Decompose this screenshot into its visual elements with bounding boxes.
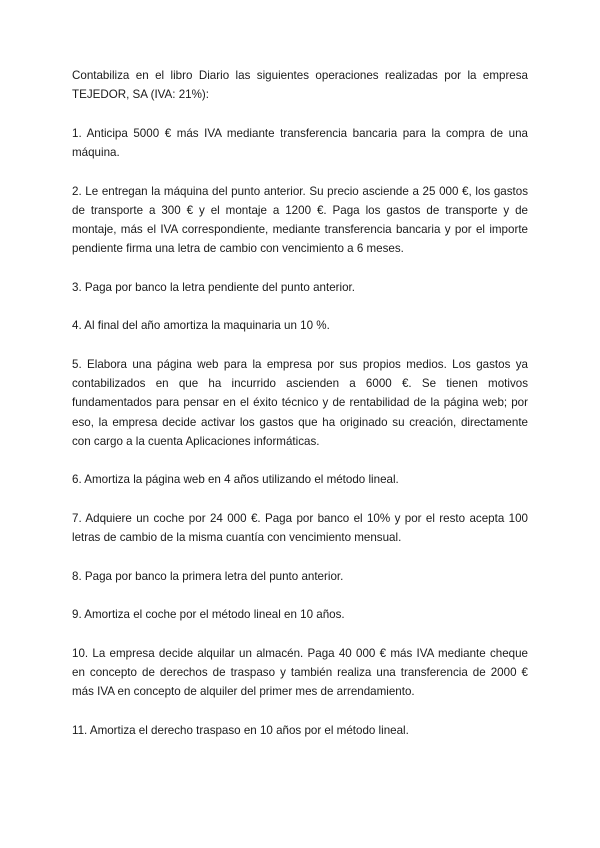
operation-8: 8. Paga por banco la primera letra del punto anterior. — [72, 569, 344, 583]
operation-5: 5. Elabora una página web para la empresa por sus propios medios. Los gastos ya contabilizados en que ha incurrido ascienden a 6000 €. Se tienen motivos fundamentados para pensar en el éxito técnico y de rentabilidad de la página web; por eso, la empresa decide activar los gastos que ha originado su creación, directamente con cargo a la cuenta Aplicaciones informáticas. — [72, 357, 528, 448]
operation-4: 4. Al final del año amortiza la maquinaria un 10 %. — [72, 319, 330, 333]
operation-6: 6. Amortiza la página web en 4 años utilizando el método lineal. — [72, 473, 399, 487]
intro-paragraph: Contabiliza en el libro Diario las siguientes operaciones realizadas por la empresa TEJEDOR, SA (IVA: 21%): — [72, 69, 528, 102]
operation-3: 3. Paga por banco la letra pendiente del punto anterior. — [72, 280, 355, 294]
document-page — [72, 66, 528, 740]
operation-1: 1. Anticipa 5000 € más IVA mediante transferencia bancaria para la compra de una máquina. — [72, 126, 528, 159]
operation-11: 11. Amortiza el derecho traspaso en 10 años por el método lineal. — [72, 723, 409, 737]
operation-9: 9. Amortiza el coche por el método lineal en 10 años. — [72, 608, 345, 622]
operation-10: 10. La empresa decide alquilar un almacén. Paga 40 000 € más IVA mediante cheque en concepto de derechos de traspaso y también realiza una transferencia de 2000 € más IVA en concepto de alquiler del primer mes de arrendamiento. — [72, 646, 528, 699]
operation-2: 2. Le entregan la máquina del punto anterior. Su precio asciende a 25 000 €, los gastos de transporte a 300 € y el montaje a 1200 €. Paga los gastos de transporte y de montaje, más el IVA correspondiente, mediante transferencia bancaria y por el importe pendiente firma una letra de cambio con vencimiento a 6 meses. — [72, 184, 528, 256]
operation-7: 7. Adquiere un coche por 24 000 €. Paga por banco el 10% y por el resto acepta 100 letras de cambio de la misma cuantía con vencimiento mensual. — [72, 511, 528, 545]
